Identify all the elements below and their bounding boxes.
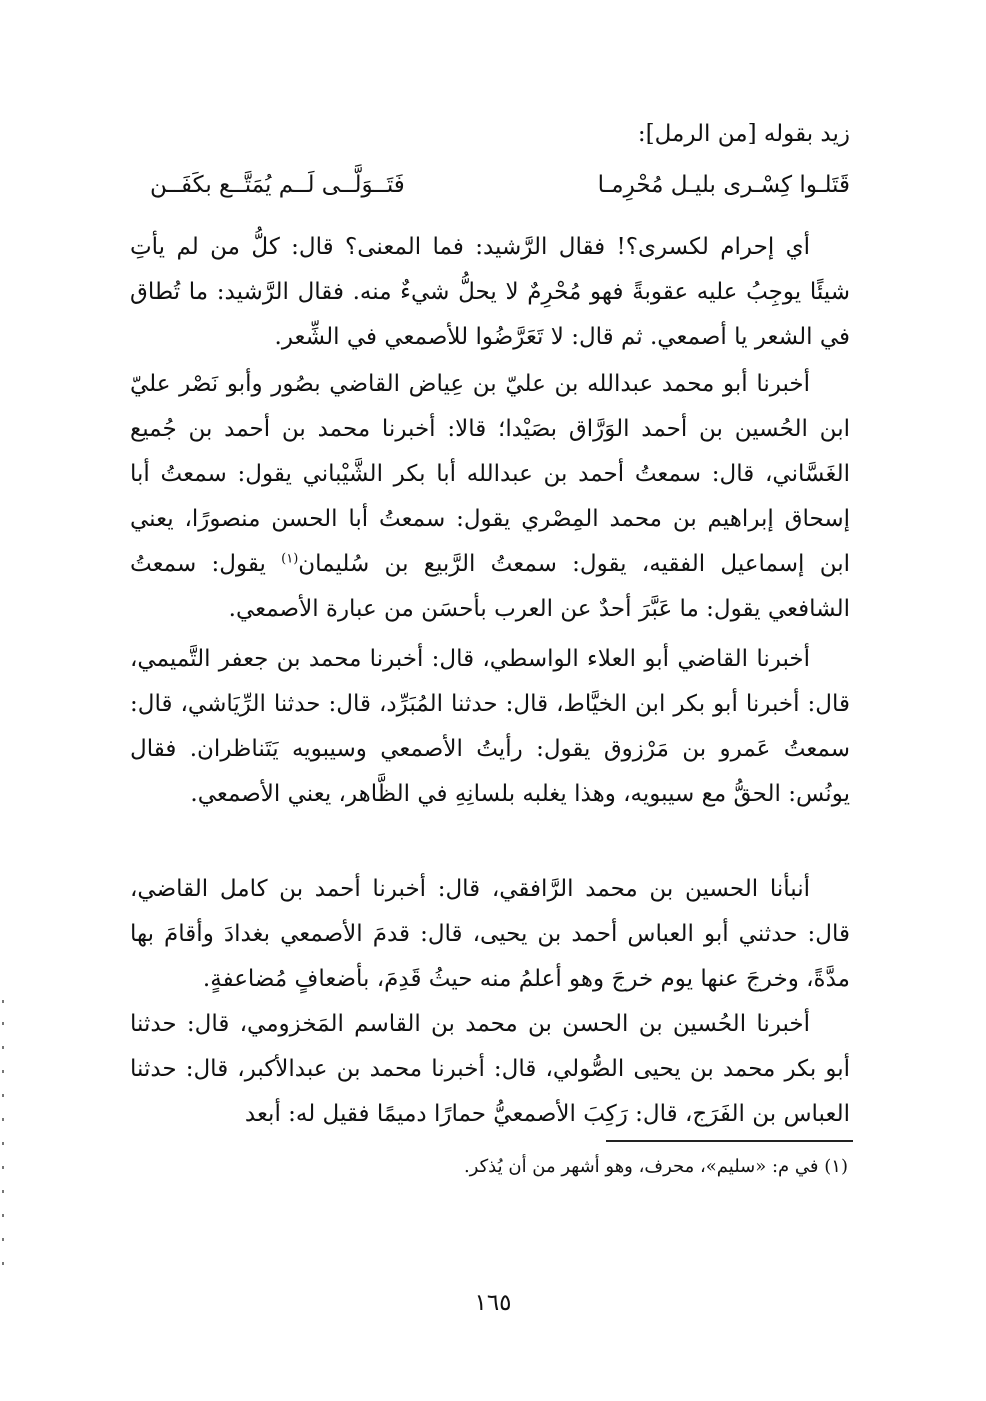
- paragraph-2: [130, 362, 850, 632]
- poem-verse: [150, 163, 850, 208]
- page-number: ١٦٥: [474, 1290, 512, 1316]
- paragraph-4: أنبأنا الحسين بن محمد الرَّافقي، قال: أخبرنا أحمد بن كامل القاضي، قال: حدثني أبو العباس أحمد بن يحيى، قال: قدمَ الأصمعي بغدادَ وأقامَ بها مدَّةً، وخرجَ عنها يوم خرجَ وهو أعلمُ منه حيثُ قَدِمَ، بأضعافٍ مُضاعفةٍ.: [130, 876, 850, 992]
- footnote-text: في م: «سليم»، محرف، وهو أشهر من أن يُذكر.: [463, 1156, 819, 1177]
- paragraph-2-text-b: يقول: سمعتُ الشافعي يقول: ما عَبَّرَ أحدٌ عن العرب بأحسَن من عبارة الأصمعي.: [130, 551, 850, 622]
- paragraph-1: أي إحرام لكسرى؟! فقال الرَّشيد: فما المعنى؟ قال: كلُّ من لم يأتِ شيئًا يوجِبُ عليه عقوبةً فهو مُحْرِمٌ لا يحلُّ شيءٌ منه. فقال الرَّشيد: ما تُطاق في الشعر يا أصمعي. ثم قال: لا تَعَرَّضُوا للأصمعي في الشِّعر.: [130, 234, 850, 350]
- footnote-marker: (١): [824, 1156, 848, 1177]
- footnote: [300, 1152, 848, 1182]
- footnote-divider: [606, 1140, 853, 1142]
- paragraph-3: أخبرنا القاضي أبو العلاء الواسطي، قال: أخبرنا محمد بن جعفر التَّميمي، قال: أخبرنا أبو بكر ابن الخيَّاط، قال: حدثنا المُبَرِّد، قال: حدثنا الرِّيَاشي، قال: سمعتُ عَمرو بن مَرْزوق يقول: رأيتُ الأصمعي وسيبويه يَتَناظران. فقال يونُس: الحقُّ مع سيبويه، وهذا يغلبه بلسانِهِ في الظَّاهر، يعني الأصمعي.: [130, 646, 850, 807]
- scan-edge-marks: [0, 1000, 8, 1300]
- intro-line: زيد بقوله [من الرمل]:: [637, 121, 850, 147]
- paragraph-2-text-a: أخبرنا أبو محمد عبدالله بن عليّ بن عِياض القاضي بصُور وأبو نَصْر عليّ ابن الحُسين بن أحمد الوَرَّاق بصَيْدا؛ قالا: أخبرنا محمد بن أحمد بن جُميع الغَسَّاني، قال: سمعتُ أحمد بن عبدالله أبا بكر الشَّيْباني يقول: سمعتُ أبا إسحاق إبراهيم بن محمد المِصْري يقول: سمعتُ أبا الحسن منصورًا، يعني ابن إسماعيل الفقيه، يقول: سمعتُ الرَّبيع بن سُليمان: [130, 371, 850, 577]
- footnote-reference[interactable]: (١): [281, 551, 299, 567]
- verse-second-half: فَتَــوَلَّــى لَــم يُمَتَّــع بكَفَــن: [150, 172, 405, 198]
- paragraph-5: أخبرنا الحُسين بن الحسن بن محمد بن القاسم المَخزومي، قال: حدثنا أبو بكر محمد بن يحيى الصُّولي، قال: أخبرنا محمد بن عبدالأكبر، قال: حدثنا العباس بن الفَرَج، قال: رَكِبَ الأصمعيُّ حمارًا دميمًا فقيل له: أبعد: [130, 1011, 850, 1127]
- verse-first-half: قَتَلـوا كِسْـرى بليـل مُحْرِمـا: [597, 172, 850, 198]
